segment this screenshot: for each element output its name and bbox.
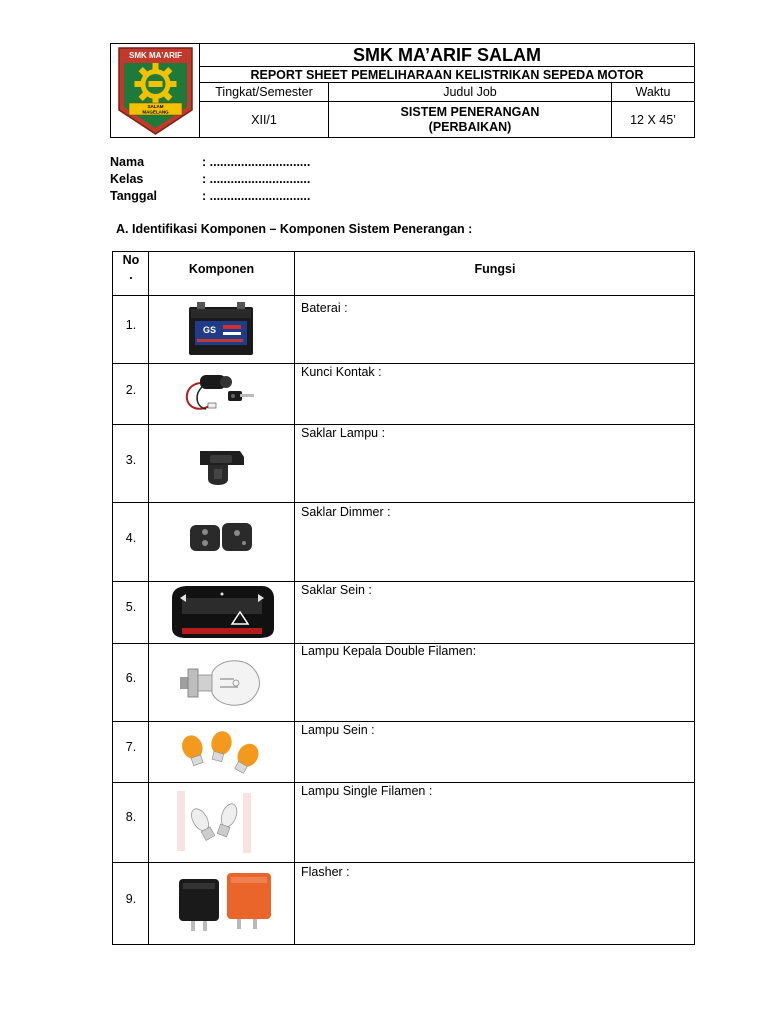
col-waktu-header: Waktu — [612, 83, 694, 102]
row-8-no: 8. — [125, 810, 137, 824]
head-no — [113, 252, 149, 283]
judul-line2: (PERBAIKAN) — [428, 119, 512, 134]
school-logo-cell — [111, 44, 200, 137]
row-3-no: 3. — [125, 453, 137, 467]
col-tingkat-header: Tingkat/Semester — [200, 83, 329, 102]
row-4-no: 4. — [125, 531, 137, 545]
row-7-no: 7. — [125, 740, 137, 754]
row-3-fungsi: Saklar Lampu : — [301, 426, 386, 440]
turn-signal-switch-icon — [167, 582, 277, 642]
row-5-no: 5. — [125, 600, 137, 614]
nama-label: Nama — [110, 155, 145, 169]
row-6-fungsi: Lampu Kepala Double Filamen: — [301, 644, 477, 658]
header-table — [110, 43, 695, 138]
judul-value — [329, 102, 612, 137]
row-1-fungsi: Baterai : — [301, 301, 348, 315]
ignition-key-icon — [177, 366, 263, 422]
row-7-fungsi: Lampu Sein : — [301, 723, 375, 737]
nama-field[interactable]: : ............................. — [202, 155, 311, 169]
waktu-value: 12 X 45’ — [630, 112, 676, 127]
headlamp-bulb-icon — [175, 650, 265, 716]
col-judul-header: Judul Job — [329, 83, 612, 102]
logo-banner-line2: MAGELANG — [142, 109, 169, 115]
school-logo-icon — [111, 44, 200, 137]
row-4-fungsi: Saklar Dimmer : — [301, 505, 391, 519]
battery-icon — [183, 296, 259, 362]
row-2-fungsi: Kunci Kontak : — [301, 365, 382, 379]
row-9-no: 9. — [125, 892, 137, 906]
head-no-line2: . — [129, 268, 133, 282]
head-komponen: Komponen — [188, 262, 255, 276]
report-title: REPORT SHEET PEMELIHARAAN KELISTRIKAN SEPEDA MOTOR — [200, 67, 694, 83]
school-name: SMK MA’ARIF SALAM — [200, 44, 694, 67]
kelas-label: Kelas — [110, 172, 144, 186]
row-9-fungsi: Flasher : — [301, 865, 350, 879]
row-6-no: 6. — [125, 671, 137, 685]
judul-line1: SISTEM PENERANGAN — [400, 104, 540, 119]
component-table — [112, 251, 695, 945]
row-2-no: 2. — [125, 383, 137, 397]
section-title: A. Identifikasi Komponen – Komponen Sistem Penerangan : — [116, 222, 473, 236]
logo-banner-line1: SALAM — [147, 104, 164, 109]
tingkat-value: XII/1 — [200, 102, 329, 137]
logo-top-text: SMK MA'ARIF — [128, 51, 183, 60]
row-8-fungsi: Lampu Single Filamen : — [301, 784, 433, 798]
row-1-no: 1. — [125, 318, 137, 332]
tanggal-field[interactable]: : ............................. — [202, 189, 311, 203]
head-no-line1: No — [122, 253, 140, 267]
head-fungsi: Fungsi — [474, 262, 516, 276]
row-5-fungsi: Saklar Sein : — [301, 583, 372, 597]
single-filament-bulb-icon — [171, 785, 261, 859]
dimmer-switch-icon — [183, 514, 259, 560]
kelas-field[interactable]: : ............................. — [202, 172, 311, 186]
turn-signal-bulb-icon — [177, 724, 267, 780]
flasher-relay-icon — [169, 864, 283, 936]
light-switch-icon — [189, 432, 255, 496]
svg-text:GS: GS — [203, 325, 217, 335]
tanggal-label: Tanggal — [110, 189, 157, 203]
